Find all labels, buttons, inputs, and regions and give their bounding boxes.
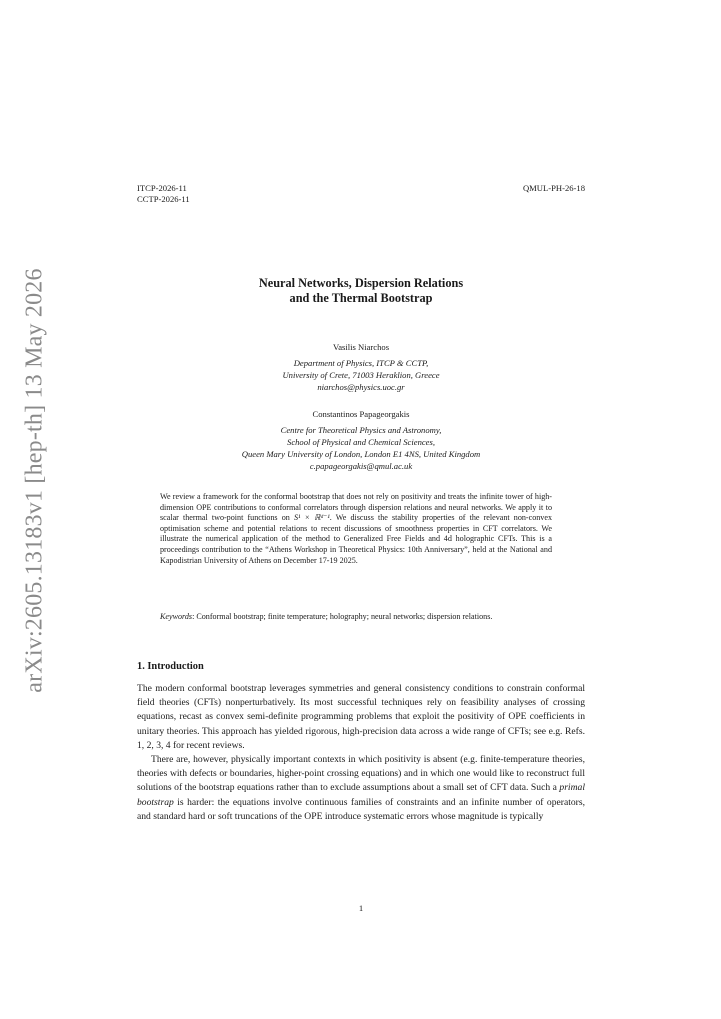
report-numbers-left xyxy=(137,183,190,205)
report-number-right: QMUL-PH-26-18 xyxy=(522,183,585,193)
keywords xyxy=(160,612,552,623)
author-affiliation-line: Department of Physics, ITCP & CCTP, xyxy=(293,358,429,368)
abstract-math: S¹ × ℝᵈ⁻¹ xyxy=(293,513,330,523)
intro-paragraph-2-part-1: There are, however, physically important contexts in which positivity is absent (e.g. finite-temperature theories, theories with defects or boundaries, higher-point crossing equations) and in which one would like to reconstruct full solutions of the bootstrap equations rather than to exclude assumptions about a small set of CFT data. Such a xyxy=(137,754,585,794)
report-number-cctp: CCTP-2026-11 xyxy=(137,194,190,204)
abstract xyxy=(160,492,552,566)
keywords-label: Keywords xyxy=(160,612,193,621)
author-affiliation-line: Queen Mary University of London, London E1 4NS, United Kingdom xyxy=(241,449,481,459)
intro-paragraph-2-part-2: is harder: the equations involve continuous families of constraints and an infinite number of operators, and standard hard or soft truncations of the OPE introduce systematic errors whose magnitude is typically xyxy=(137,796,585,822)
abstract-text-part-1: We review a framework for the conformal bootstrap that does not rely on positivity and treats the infinite tower of high-dimension OPE contributions to conformal correlators through dispersion relations and neural networks. We apply it to scalar thermal two-point functions on xyxy=(160,492,552,523)
paper-title xyxy=(137,276,585,306)
introduction-body xyxy=(137,682,585,824)
title-line-2: and the Thermal Bootstrap xyxy=(289,291,433,305)
page-number: 1 xyxy=(358,903,364,913)
report-number-itcp: ITCP-2026-11 xyxy=(137,183,187,193)
author-name: Constantinos Papageorgakis xyxy=(312,409,410,419)
intro-emphasis: primal bootstrap xyxy=(137,782,585,808)
intro-paragraph-1: The modern conformal bootstrap leverages symmetries and general consistency conditions to constrain conformal field theories (CFTs) nonperturbatively. Its most successful techniques rely on feasibility analyses of crossing equations, recast as convex semi-definite programming problems that exploit the positivity of OPE coefficients in unitary theories. This approach has yielded rigorous, high-precision data across a wide range of CFTs; see e.g. Refs. 1, 2, 3, 4 for recent reviews. xyxy=(137,683,585,751)
title-line-1: Neural Networks, Dispersion Relations xyxy=(258,276,464,290)
author-email[interactable]: niarchos@physics.uoc.gr xyxy=(317,382,405,392)
arxiv-identifier: arXiv:2605.13183v1 [hep-th] 13 May 2026 xyxy=(21,267,48,693)
author-email[interactable]: c.papageorgakis@qmul.ac.uk xyxy=(309,461,413,471)
author-block-1 xyxy=(137,341,585,393)
abstract-text-part-2: . We discuss the stability properties of the relevant non-convex optimisation scheme and potential relations to recent discussions of smoothness properties in CFT correlators. We illustrate the numerical application of the method to Generalized Free Fields and 4d holographic CFTs. This is a proceedings contribution to the “Athens Workshop in Theoretical Physics: 10th Anniversary”, held at the National and Kapodistrian University of Athens on December 17-19 2025. xyxy=(160,513,552,565)
intro-paragraph-2 xyxy=(137,753,585,824)
author-affiliation-line: University of Crete, 71003 Heraklion, Greece xyxy=(282,370,440,380)
arxiv-sidebar-stamp xyxy=(18,267,52,693)
author-affiliation-line: School of Physical and Chemical Sciences, xyxy=(287,437,435,447)
author-block-2 xyxy=(137,408,585,472)
keywords-list: : Conformal bootstrap; finite temperature; holography; neural networks; dispersion relations. xyxy=(192,612,493,621)
author-affiliation-line: Centre for Theoretical Physics and Astronomy, xyxy=(280,425,442,435)
author-name: Vasilis Niarchos xyxy=(332,342,390,352)
section-heading-introduction: 1. Introduction xyxy=(137,661,204,672)
